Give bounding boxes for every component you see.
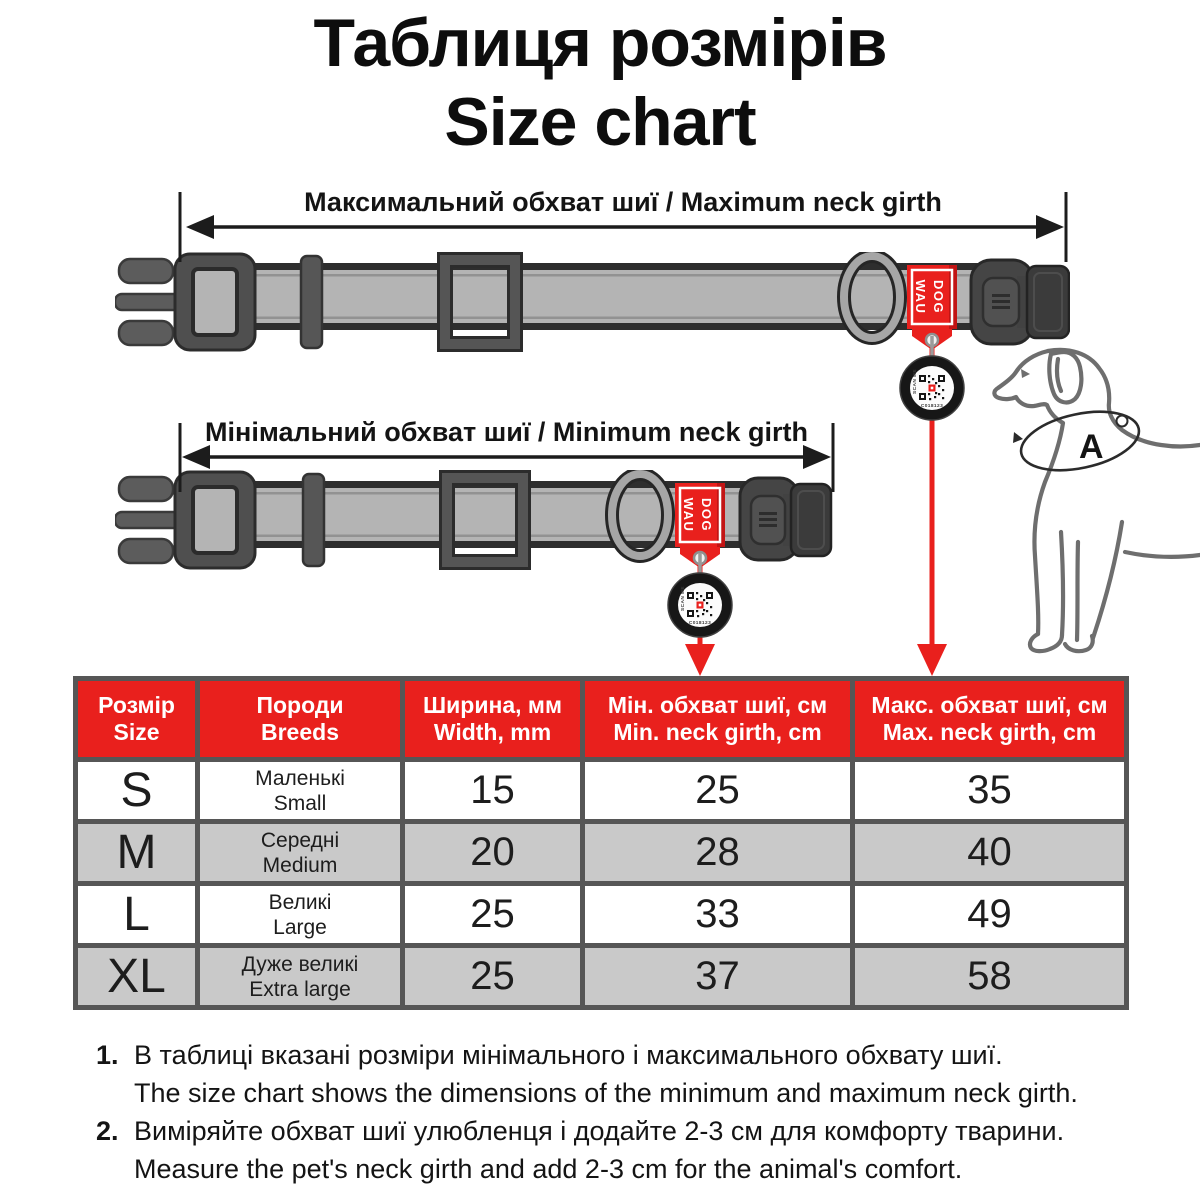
width-value: 25 <box>403 946 583 1008</box>
breeds-value: Маленькі Small <box>198 760 403 822</box>
width-value: 25 <box>403 884 583 946</box>
max-girth-value: 49 <box>853 884 1127 946</box>
size-value: XL <box>76 946 198 1008</box>
size-value: L <box>76 884 198 946</box>
note-2 <box>96 1112 1116 1188</box>
table-row <box>76 760 1127 822</box>
max-girth-label: Максимальний обхват шиї / Maximum neck girth <box>304 187 942 217</box>
size-value: M <box>76 822 198 884</box>
qr-id-tag <box>890 336 974 436</box>
min-girth-value: 28 <box>583 822 853 884</box>
note-text-en: Measure the pet's neck girth and add 2-3 cm for the animal's comfort. <box>134 1154 963 1184</box>
min-girth-value: 25 <box>583 760 853 822</box>
tag-code-text: C018123 <box>920 404 944 409</box>
note-number: 1. <box>96 1040 119 1070</box>
table-row <box>76 946 1127 1008</box>
girth-letter: A <box>1079 428 1104 466</box>
table-header-row <box>76 679 1127 760</box>
max-girth-value: 40 <box>853 822 1127 884</box>
note-text-ua: В таблиці вказані розміри мінімального і максимального обхвату шиї. <box>134 1040 1003 1070</box>
size-table <box>73 676 1129 1010</box>
note-1 <box>96 1036 1116 1112</box>
dog-eye <box>1021 369 1030 378</box>
note-text-ua: Виміряйте обхват шиї улюбленця і додайте 2-3 см для комфорту тварини. <box>134 1116 1065 1146</box>
tag-scan-text: SCAN ME <box>681 586 686 611</box>
table-row <box>76 884 1127 946</box>
note-number: 2. <box>96 1116 119 1146</box>
footnotes <box>96 1036 1116 1188</box>
size-value: S <box>76 760 198 822</box>
max-girth-value: 35 <box>853 760 1127 822</box>
min-girth-value: 37 <box>583 946 853 1008</box>
tag-code-text: C018123 <box>688 621 712 626</box>
brand-text-wau: WAU <box>681 497 696 533</box>
page-title-ua: Таблиця розмірів <box>313 5 887 81</box>
min-girth-label: Мінімальний обхват шиї / Minimum neck girth <box>205 417 808 447</box>
page-title-en: Size chart <box>444 84 756 160</box>
min-girth-value: 33 <box>583 884 853 946</box>
brand-text-dog: DOG <box>931 279 946 315</box>
breeds-value: Великі Large <box>198 884 403 946</box>
header-breeds: Породи Breeds <box>198 679 403 760</box>
max-girth-value: 58 <box>853 946 1127 1008</box>
qr-id-tag <box>658 553 742 653</box>
measure-arrow-min <box>180 423 833 492</box>
dog-outline-icon <box>985 346 1200 656</box>
measure-arrow-max <box>180 192 1066 262</box>
header-max-girth: Макс. обхват шиї, см Max. neck girth, cm <box>853 679 1127 760</box>
breeds-value: Середні Medium <box>198 822 403 884</box>
brand-text-dog: DOG <box>699 497 714 533</box>
tag-scan-text: SCAN ME <box>913 369 918 394</box>
header-width: Ширина, мм Width, mm <box>403 679 583 760</box>
note-text-en: The size chart shows the dimensions of the minimum and maximum neck girth. <box>134 1078 1078 1108</box>
breeds-value: Дуже великі Extra large <box>198 946 403 1008</box>
header-min-girth: Мін. обхват шиї, см Min. neck girth, cm <box>583 679 853 760</box>
brand-text-wau: WAU <box>913 279 928 315</box>
width-value: 15 <box>403 760 583 822</box>
width-value: 20 <box>403 822 583 884</box>
header-size: Розмір Size <box>76 679 198 760</box>
table-row <box>76 822 1127 884</box>
